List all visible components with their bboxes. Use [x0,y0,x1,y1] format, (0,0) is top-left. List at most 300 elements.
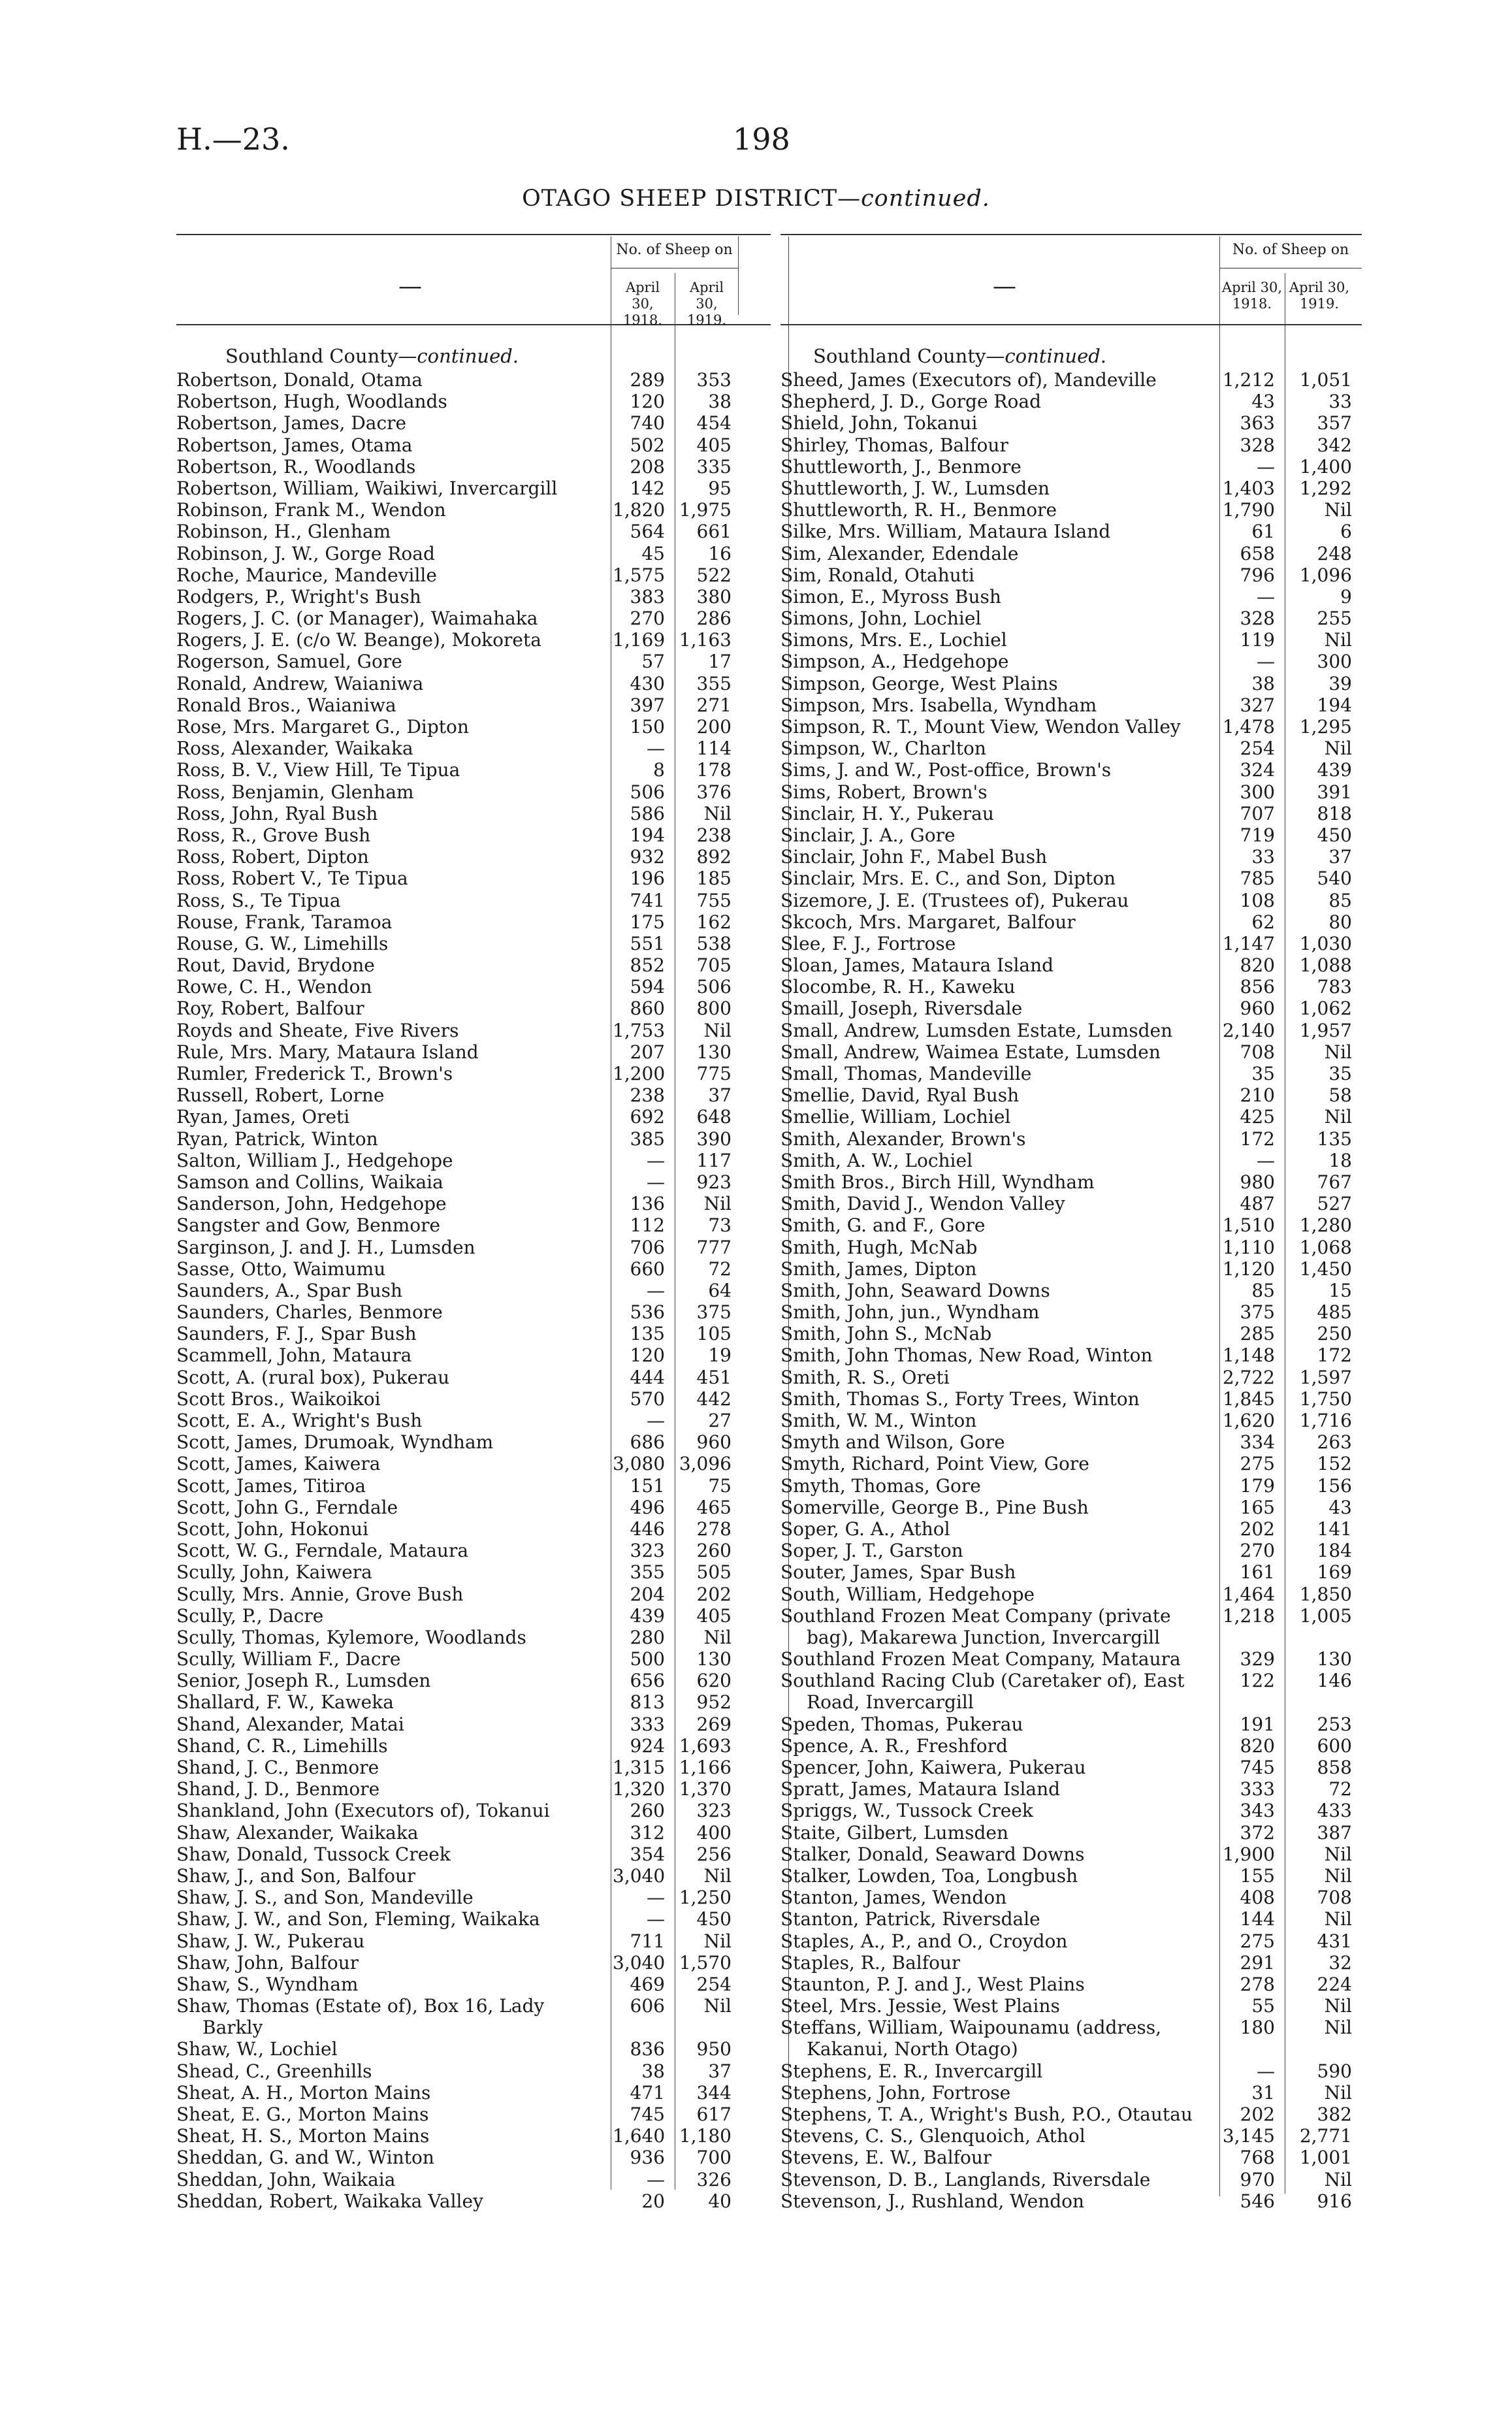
sheep-1919: 405 [696,434,732,456]
table-row [780,651,1362,672]
entry-name: Shankland, John (Executors of), Tokanui [176,1800,550,1822]
table-row [780,1150,1362,1171]
table-row [176,1778,771,1800]
sheep-1918: 658 [1240,542,1275,564]
table-row [780,868,1362,889]
sheep-1918: 172 [1240,1128,1275,1150]
sheep-1919: 300 [1317,651,1352,673]
table-row [176,1518,771,1540]
sheep-1918: 270 [630,608,665,630]
sheep-1919: 162 [696,911,732,933]
table-row [176,521,771,542]
sheep-1918: 35 [1251,1063,1275,1084]
sheep-1918: 120 [630,391,665,413]
entry-name: Stevens, C. S., Glenquoich, Athol [780,2125,1086,2147]
entry-name: Slee, F. J., Fortrose [780,932,956,954]
entry-name: Simpson, George, West Plains [780,672,1058,694]
entry-name: Sarginson, J. and J. H., Lumsden [176,1236,475,1258]
sheep-1919: 130 [696,1041,732,1063]
table-row [780,1518,1362,1540]
sheep-1918: 708 [1240,1041,1275,1063]
table-row [176,1063,771,1084]
sheep-1919: Nil [703,802,732,824]
sheep-1918: — [1257,585,1275,608]
entry-name: Smith, Thomas S., Forty Trees, Winton [780,1388,1140,1410]
sheep-1918: 1,900 [1222,1843,1275,1865]
sheep-1919: 700 [696,2147,732,2169]
sheep-1919: 892 [696,846,732,868]
entry-name: Barkly [202,2017,263,2039]
entry-name: Sim, Alexander, Edendale [780,542,1019,564]
table-row [780,456,1362,478]
entry-name: Soper, J. T., Garston [780,1540,963,1562]
entry-name: Shaw, W., Lochiel [176,2038,338,2060]
sheep-1918: 970 [1240,2168,1275,2190]
table-row [176,1735,771,1757]
sheep-1919: Nil [1324,1908,1352,1930]
entry-name: Shaw, Donald, Tussock Creek [176,1843,451,1865]
entry-name: Staples, A., P., and O., Croydon [780,1930,1068,1952]
table-row [176,998,771,1019]
entry-name: Spence, A. R., Freshford [780,1734,1008,1757]
sheep-1918: 151 [630,1474,665,1497]
sheep-1919: 248 [1317,542,1352,564]
entry-name: Sinclair, John F., Mabel Bush [780,846,1048,868]
table-row [176,1605,771,1627]
sheep-1918: 487 [1240,1193,1275,1215]
table-row [176,2060,771,2082]
table-row [176,1584,771,1605]
sheep-1919: Nil [1324,738,1352,760]
entry-name: Roy, Robert, Balfour [176,998,364,1020]
entry-name: Ronald Bros., Waianiwa [176,694,396,716]
sheep-1918: 471 [630,2081,665,2104]
table-row [780,1344,1362,1366]
table-row [780,673,1362,694]
title-suffix: continued. [861,186,990,212]
entry-name: Stevens, E. W., Balfour [780,2147,992,2169]
entry-name: Robertson, William, Waikiwi, Invercargill [176,477,558,499]
sheep-1918: — [647,1908,665,1930]
table-row [176,1280,771,1301]
table-rule-top [176,234,771,235]
table-row [780,1237,1362,1258]
entry-name: Shuttleworth, J., Benmore [780,455,1021,478]
sheep-1918: 711 [630,1930,665,1952]
table-row [780,2190,1362,2212]
sheep-1919: 323 [696,1800,732,1822]
sheep-1919: 382 [1317,2104,1352,2125]
sheep-1918: 586 [630,802,665,824]
table-row [176,1691,771,1713]
entry-name: Scott, James, Titiroa [176,1474,366,1497]
table-row [176,1908,771,1930]
entry-name: Road, Invercargill [807,1691,974,1714]
sheep-1918: — [1257,455,1275,478]
sheep-1918: — [647,1410,665,1431]
sheep-1918: 686 [630,1431,665,1454]
sheep-1919: 600 [1317,1734,1352,1757]
sheep-1918: 656 [630,1670,665,1692]
entry-name: Sheddan, John, Waikaia [176,2168,396,2190]
entry-name: Shallard, F. W., Kaweka [176,1691,394,1714]
sheep-1919: 80 [1328,911,1352,933]
entry-name: Rose, Mrs. Margaret G., Dipton [176,716,469,738]
sheep-1919: 708 [1317,1887,1352,1909]
sheep-1918: 328 [1240,608,1275,630]
sheep-1918: 856 [1240,976,1275,998]
table-row [780,1930,1362,1952]
table-row [176,976,771,998]
table-row [780,1691,1362,1713]
entry-name: Ross, Robert, Dipton [176,846,369,868]
sheep-1918: 594 [630,976,665,998]
table-row [780,1995,1362,2017]
sheep-1919: 451 [696,1366,732,1388]
sheep-1918: 1,510 [1222,1214,1275,1237]
entry-name: Sinclair, H. Y., Pukerau [780,802,994,824]
col-1918-header: April 30, 1918. [622,280,663,328]
entry-name: Scully, Thomas, Kylemore, Woodlands [176,1626,526,1648]
sheep-1918: 210 [1240,1084,1275,1107]
sheep-1918: 1,315 [613,1757,666,1778]
table-row [176,1171,771,1193]
entry-name: Small, Thomas, Mandeville [780,1063,1032,1084]
sheep-1918: — [647,738,665,760]
sheep-1919: 1,280 [1299,1214,1352,1237]
sheep-1919: Nil [703,1193,732,1215]
sheep-1919: 800 [696,998,732,1020]
sheep-1919: Nil [1324,2081,1352,2104]
sheep-1918: 3,040 [613,1864,666,1887]
entry-name: Salton, William J., Hedgehope [176,1149,453,1171]
sheep-1919: 485 [1317,1301,1352,1324]
entry-name: Ross, John, Ryal Bush [176,802,378,824]
entry-name: Stanton, Patrick, Riversdale [780,1908,1040,1930]
sheep-1919: Nil [1324,2168,1352,2190]
entry-name: Roche, Maurice, Mandeville [176,564,437,586]
sheep-1919: 1,750 [1299,1388,1352,1410]
sheep-1918: 1,820 [613,499,666,521]
sheep-1918: 165 [1240,1496,1275,1518]
sheep-1918: 741 [630,889,665,911]
entry-name: Sims, J. and W., Post-office, Brown's [780,759,1112,781]
entry-name: Rumler, Frederick T., Brown's [176,1063,453,1084]
table-row [176,1431,771,1453]
sheep-1919: 1,088 [1299,954,1352,977]
table-row [176,1561,771,1583]
sheep-1919: 1,292 [1299,477,1352,499]
sheep-1919: 73 [708,1214,732,1237]
sheep-1919: 661 [696,521,732,543]
stub-header: — [398,273,422,300]
sheep-1918: 430 [630,672,665,694]
sheep-1919: 755 [696,889,732,911]
entry-name: Sheed, James (Executors of), Mandeville [780,369,1157,391]
sheep-1918: 278 [1240,1973,1275,1995]
entry-name: Smith, R. S., Oreti [780,1366,950,1388]
table-row [780,738,1362,759]
table-row [176,1106,771,1128]
sheep-1918: 327 [1240,694,1275,716]
sheep-1919: 194 [1317,694,1352,716]
sheep-1919: 1,001 [1299,2147,1352,2169]
sheep-1918: 289 [630,369,665,391]
sheep-1919: Nil [1324,1106,1352,1128]
entry-name: Stalker, Donald, Seaward Downs [780,1843,1085,1865]
sheep-1919: 431 [1317,1930,1352,1952]
table-row [780,1214,1362,1236]
sheep-1918: 343 [1240,1800,1275,1822]
sheep-1919: 2,771 [1299,2125,1352,2147]
sheep-1918: 324 [1240,759,1275,781]
sheep-1919: 72 [1328,1778,1352,1800]
table-row [780,564,1362,586]
sheep-1919: 37 [1328,846,1352,868]
table-row [176,824,771,846]
entry-name: Rule, Mrs. Mary, Mataura Island [176,1041,479,1063]
entry-name: Skcoch, Mrs. Margaret, Balfour [780,911,1076,933]
entry-name: Scully, P., Dacre [176,1604,324,1627]
sheep-1919: 375 [696,1301,732,1324]
entry-name: Saunders, F. J., Spar Bush [176,1323,417,1345]
entry-name: Speden, Thomas, Pukerau [780,1713,1023,1735]
sheep-1918: 85 [1251,1279,1275,1301]
table-row [780,369,1362,391]
table-row [176,1627,771,1648]
sheep-1918: 33 [1251,846,1275,868]
sheep-1919: 33 [1328,391,1352,413]
table-row [780,1410,1362,1431]
sheep-1919: 405 [696,1604,732,1627]
sheep-1919: 35 [1328,1063,1352,1084]
sheep-1919: 32 [1328,1951,1352,1974]
entry-name: Scott, James, Drumoak, Wyndham [176,1431,494,1454]
entry-name: Shead, C., Greenhills [176,2060,372,2082]
sheep-1918: 1,464 [1222,1583,1275,1605]
sheep-1919: 439 [1317,759,1352,781]
entry-name: Smith, David J., Wendon Valley [780,1193,1065,1215]
table-row [176,2125,771,2147]
table-row [176,803,771,824]
sheep-1919: 58 [1328,1084,1352,1107]
entry-name: Sizemore, J. E. (Trustees of), Pukerau [780,889,1129,911]
entry-name: Rouse, Frank, Taramoa [176,911,393,933]
table-row [780,1605,1362,1627]
sheep-1918: 372 [1240,1821,1275,1844]
entry-name: Robinson, J. W., Gorge Road [176,542,435,564]
entry-name: Sheddan, Robert, Waikaka Valley [176,2190,483,2212]
sheep-1919: 648 [696,1106,732,1128]
table-row [176,673,771,694]
sheep-1919: 114 [696,738,732,760]
table-row [176,781,771,803]
col-1918-header: April 30, 1918. [1221,280,1283,312]
entry-name: Sloan, James, Mataura Island [780,954,1054,977]
table-row [176,1344,771,1366]
entry-name: Simons, Mrs. E., Lochiel [780,629,1007,651]
sheep-1918: — [647,1149,665,1171]
page-number: 198 [733,122,790,157]
sheep-1918: 385 [630,1128,665,1150]
table-row [780,1822,1362,1844]
table-row [176,1214,771,1236]
sheep-1918: 196 [630,868,665,890]
table-row [780,1106,1362,1128]
sheep-1918: 1,753 [613,1019,666,1041]
table-row [176,499,771,521]
sheep-1918: 785 [1240,868,1275,890]
entry-name: Smith, John S., McNab [780,1323,992,1345]
sheep-1918: 551 [630,932,665,954]
entry-name: Stalker, Lowden, Toa, Longbush [780,1864,1078,1887]
sheep-1919: 1,163 [679,629,732,651]
sheep-1919: 590 [1317,2060,1352,2082]
table-row [176,1041,771,1063]
sheep-1918: 375 [1240,1301,1275,1324]
sheep-1919: 1,597 [1299,1366,1352,1388]
table-row [176,1128,771,1150]
sheep-1918: 1,218 [1222,1604,1275,1627]
sheep-1918: 2,140 [1222,1019,1275,1041]
table-row [780,412,1362,434]
sheep-1919: 1,250 [679,1887,732,1909]
sheep-1919: 540 [1317,868,1352,890]
entry-name: Scott Bros., Waikoikoi [176,1388,381,1410]
table-row [176,1150,771,1171]
sheep-1918: 446 [630,1518,665,1540]
entry-name: Smith, G. and F., Gore [780,1214,986,1237]
table-row [176,890,771,911]
entry-name: Robertson, James, Dacre [176,412,407,434]
sheep-1918: 57 [641,651,665,673]
sheep-1919: Nil [703,1626,732,1648]
sheep-1919: 6 [1340,521,1352,543]
sheep-1919: 777 [696,1236,732,1258]
sheep-1918: 536 [630,1301,665,1324]
table-row [176,1670,771,1691]
entry-name: Scott, John, Hokonui [176,1518,369,1540]
sheep-1918: 502 [630,434,665,456]
sheep-1918: 2,722 [1222,1366,1275,1388]
entry-name: Robinson, H., Glenham [176,521,391,543]
sheep-1919: 538 [696,932,732,954]
sheep-1919: 505 [696,1561,732,1584]
sheep-1919: 506 [696,976,732,998]
entry-name: Sheat, A. H., Morton Mains [176,2081,431,2104]
entry-name: Robinson, Frank M., Wendon [176,499,446,521]
sheep-1918: 936 [630,2147,665,2169]
sheep-1918: 1,620 [1222,1410,1275,1431]
sheep-1918: 606 [630,1995,665,2017]
sheep-1919: 256 [696,1843,732,1865]
sheep-1919: 9 [1340,585,1352,608]
sheep-1919: 783 [1317,976,1352,998]
sheep-1919: 775 [696,1063,732,1084]
sheep-1919: 200 [696,716,732,738]
table-row [176,1865,771,1887]
entry-name: Scott, E. A., Wright's Bush [176,1410,423,1431]
sheep-1918: 796 [1240,564,1275,586]
sheep-1918: 1,478 [1222,716,1275,738]
sheep-1918: 191 [1240,1713,1275,1735]
sheep-1919: 527 [1317,1193,1352,1215]
sheep-1918: 135 [630,1323,665,1345]
table-row [780,2169,1362,2190]
entry-name: Rogers, J. E. (c/o W. Beange), Mokoreta [176,629,541,651]
sheep-1919: 184 [1317,1540,1352,1562]
county-heading: Southland County—continued. [813,345,1107,367]
sheep-1919: 263 [1317,1431,1352,1454]
table-row [176,2190,771,2212]
sheep-1918: 768 [1240,2147,1275,2169]
entry-name: Small, Andrew, Lumsden Estate, Lumsden [780,1019,1173,1041]
entry-name: Smith Bros., Birch Hill, Wyndham [780,1171,1095,1193]
entry-name: Scott, John G., Ferndale [176,1496,398,1518]
sheep-1919: 858 [1317,1757,1352,1778]
table-row [176,1258,771,1280]
sheep-1919: 1,005 [1299,1604,1352,1627]
entry-name: Sheat, E. G., Morton Mains [176,2104,429,2125]
sheep-1918: 38 [1251,672,1275,694]
table-row [780,1584,1362,1605]
entry-name: Shand, J. D., Benmore [176,1778,380,1800]
sheep-1918: 425 [1240,1106,1275,1128]
entry-name: Smith, John Thomas, New Road, Winton [780,1344,1153,1367]
table-row [176,911,771,933]
table-row [780,608,1362,629]
table-row [780,1128,1362,1150]
entry-name: Ryan, James, Oreti [176,1106,350,1128]
sheep-1918: 500 [630,1648,665,1670]
table-row [176,1844,771,1865]
entry-name: Somerville, George B., Pine Bush [780,1496,1089,1518]
sheep-1919: 27 [708,1410,732,1431]
table-row [780,2147,1362,2168]
sheep-1919: 169 [1317,1561,1352,1584]
entry-name: Simpson, R. T., Mount View, Wendon Valley [780,716,1181,738]
sheep-1918: 546 [1240,2190,1275,2212]
sheep-1919: 376 [696,781,732,803]
sheep-1919: 960 [696,1431,732,1454]
entry-name: Shaw, J. S., and Son, Mandeville [176,1887,474,1909]
entry-name: Smith, John, jun., Wyndham [780,1301,1040,1324]
table-row [176,434,771,456]
table-row [780,911,1362,933]
sheep-1919: 135 [1317,1128,1352,1150]
table-row [176,1540,771,1561]
sheep-1918: 291 [1240,1951,1275,1974]
table-row [780,2104,1362,2125]
table-row [176,2147,771,2168]
table-row [780,2017,1362,2038]
sheep-1919: 390 [696,1128,732,1150]
table-row [780,1974,1362,1995]
sheep-1919: 705 [696,954,732,977]
sheep-1919: 254 [696,1973,732,1995]
entry-name: Scammell, John, Mataura [176,1344,412,1367]
table-row [176,1974,771,1995]
sheep-1918: 194 [630,824,665,846]
sheep-1919: 335 [696,455,732,478]
table-row [780,1627,1362,1648]
table-row [176,1301,771,1323]
sheep-1919: 387 [1317,1821,1352,1844]
sheep-1918: 707 [1240,802,1275,824]
entry-name: Samson and Collins, Waikaia [176,1171,443,1193]
sheep-1918: 354 [630,1843,665,1865]
page-id: H.—23. [176,122,290,157]
